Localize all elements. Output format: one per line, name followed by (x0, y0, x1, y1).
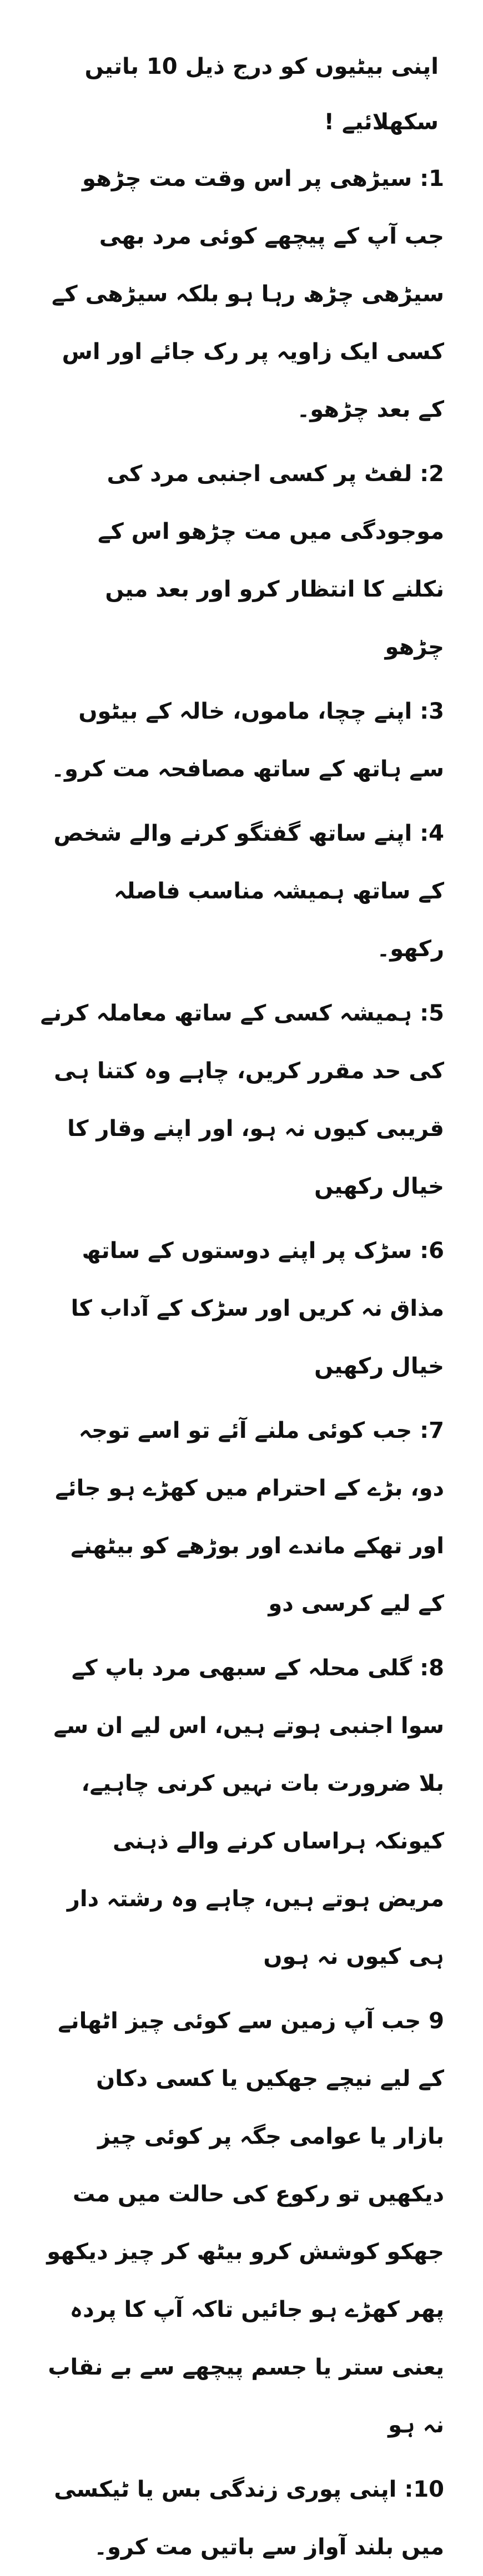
list-item-5: 5: ہمیشہ کسی کے ساتھ معاملہ کرنے کی حد مقرر کریں، چاہے وہ کتنا ہی قریبی کیوں نہ ہو، اور اپنے وقار کا خیال رکھیں (40, 1001, 444, 1199)
list-item-1: 1: سیڑھی پر اس وقت مت چڑھو جب آپ کے پیچھے کوئی مرد بھی سیڑھی چڑھ رہا ہو بلکہ سیڑھی کے کسی ایک زاویہ پر رک جائے اور اس کے بعد چڑھو۔ (51, 166, 444, 422)
list-item-7: 7: جب کوئی ملنے آئے تو اسے توجہ دو، بڑے کے احترام میں کھڑے ہو جائے اور تھکے ماندے اور بوڑھے کو بیٹھنے کے لیے کرسی دو (55, 1418, 444, 1617)
list-item-6: 6: سڑک پر اپنے دوستوں کے ساتھ مذاق نہ کریں اور سڑک کے آداب کا خیال رکھیں (71, 1238, 444, 1379)
list-item-3: 3: اپنے چچا، ماموں، خالہ کے بیٹوں سے ہاتھ کے ساتھ مصافحہ مت کرو۔ (51, 699, 444, 782)
document-title: اپنی بیٹیوں کو درج ذیل 10 باتیں سکھلائیے ! (84, 54, 439, 135)
list-item-2: 2: لفٹ پر کسی اجنبی مرد کی موجودگی میں مت چڑھو اس کے نکلنے کا انتظار کرو اور بعد میں چڑھو (98, 461, 444, 660)
list-item-9: 9 جب آپ زمین سے کوئی چیز اٹھانے کے لیے نیچے جھکیں یا کسی دکان بازار یا عوامی جگہ پر کوئی چیز دیکھیں تو رکوع کی حالت میں مت جھکو کوشش کرو بیٹھ کر چیز دیکھو پھر کھڑے ہو جائیں تاکہ آپ کا پردہ یعنی ستر یا جسم پیچھے سے بے نقاب نہ ہو (47, 2008, 444, 2438)
list-item-8: 8: گلی محلہ کے سبھی مرد باپ کے سوا اجنبی ہوتے ہیں، اس لیے ان سے بلا ضرورت بات نہیں کرنی چاہیے، کیونکہ ہراساں کرنے والے ذہنی مریض ہوتے ہیں، چاہے وہ رشتہ دار ہی کیوں نہ ہوں (53, 1655, 444, 1969)
list-item-4: 4: اپنے ساتھ گفتگو کرنے والے شخص کے ساتھ ہمیشہ مناسب فاصلہ رکھو۔ (53, 821, 444, 962)
list-item-10: 10: اپنی پوری زندگی بس یا ٹیکسی میں بلند آواز سے باتیں مت کرو۔ (54, 2477, 444, 2560)
